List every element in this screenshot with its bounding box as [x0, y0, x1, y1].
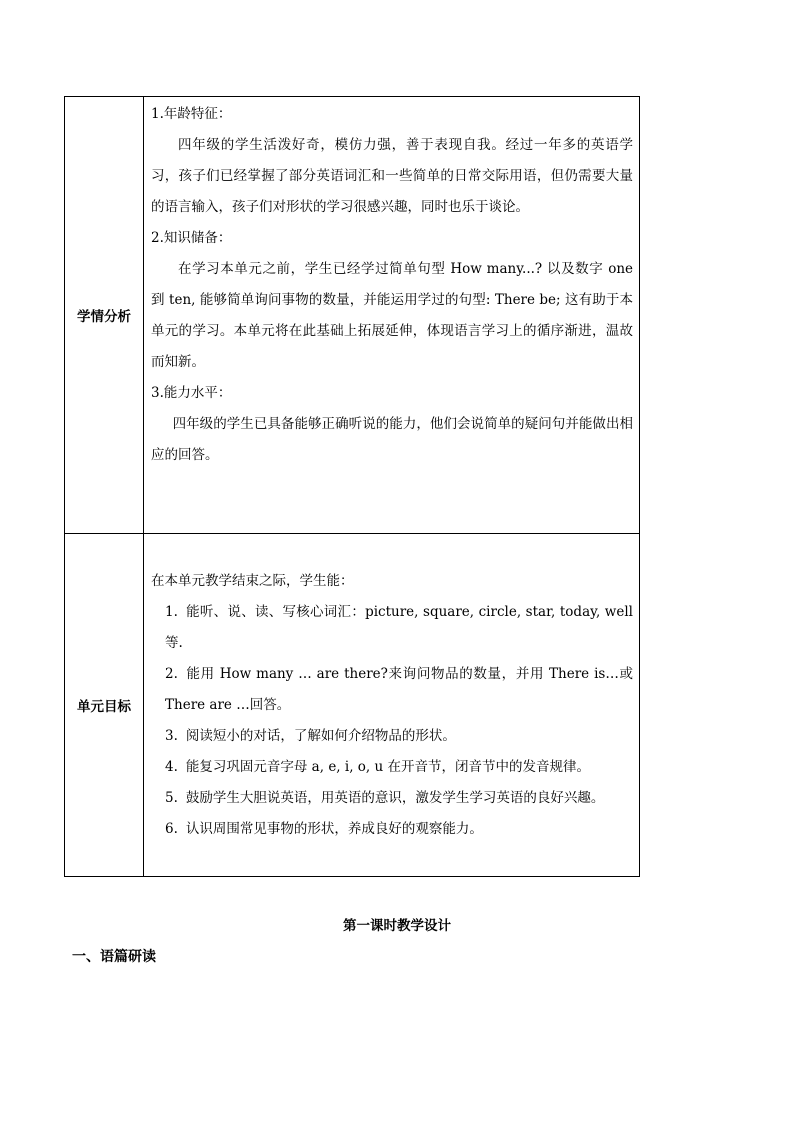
goal-item-6: 6. 认识周围常见事物的形状，养成良好的观察能力。: [165, 821, 483, 837]
lesson-title: 第一课时教学设计: [343, 918, 451, 934]
goals-content: [144, 534, 640, 877]
analysis-content: [144, 97, 640, 534]
age-heading: 1.年龄特征：: [151, 106, 232, 122]
goal-item-1: 1. 能听、说、读、写核心词汇：picture, square, circle, star, today, well 等.: [165, 604, 633, 651]
ability-text: 四年级的学生已具备能够正确听说的能力，他们会说简单的疑问句并能做出相应的回答。: [151, 416, 633, 463]
unit-plan-table: [64, 96, 640, 877]
goal-item-2: 2. 能用 How many … are there?来询问物品的数量，并用 There is…或 There are …回答。: [165, 666, 633, 713]
knowledge-text: 在学习本单元之前，学生已经学过简单句型 How many...? 以及数字 one 到 ten, 能够简单询问事物的数量，并能运用学过的句型: There be; 这有助于本单元的学习。本单元将在此基础上拓展延伸，体现语言学习上的循序渐进，温故而知新。: [151, 261, 633, 370]
goal-item-4: 4. 能复习巩固元音字母 a, e, i, o, u 在开音节，闭音节中的发音规律。: [165, 759, 590, 775]
analysis-label: 学情分析: [65, 97, 144, 534]
goal-item-5: 5. 鼓励学生大胆说英语，用英语的意识，激发学生学习英语的良好兴趣。: [165, 790, 605, 806]
section-title: 一、语篇研读: [72, 949, 156, 965]
goals-label: 单元目标: [65, 534, 144, 877]
goals-row: [65, 534, 640, 877]
goal-item-3: 3. 阅读短小的对话，了解如何介绍物品的形状。: [165, 728, 456, 744]
age-text: 四年级的学生活泼好奇，模仿力强，善于表现自我。经过一年多的英语学习，孩子们已经掌握了部分英语词汇和一些简单的日常交际用语，但仍需要大量的语言输入，孩子们对形状的学习很感兴趣，同时也乐于谈论。: [151, 137, 633, 215]
goals-intro: 在本单元教学结束之际，学生能：: [151, 573, 354, 589]
ability-heading: 3.能力水平：: [151, 385, 232, 401]
knowledge-heading: 2.知识储备：: [151, 230, 232, 246]
analysis-row: [65, 97, 640, 534]
